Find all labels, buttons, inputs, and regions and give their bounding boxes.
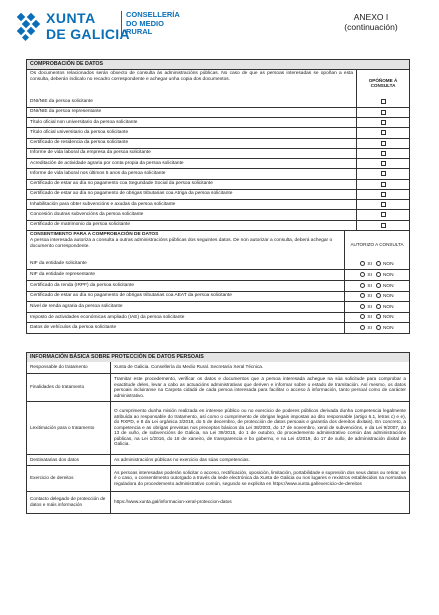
- privacy-row-label: Destinatarias dos datos: [27, 455, 111, 465]
- yes-label: SI: [367, 325, 372, 331]
- yes-label: SI: [367, 261, 372, 267]
- privacy-table: [26, 352, 410, 514]
- consent-row: [27, 269, 409, 280]
- oppose-checkbox[interactable]: [381, 151, 386, 156]
- no-option[interactable]: [376, 325, 394, 331]
- no-label: NON: [382, 261, 394, 267]
- consent-intro: [27, 231, 344, 259]
- check-row: [27, 220, 409, 230]
- oppose-checkbox[interactable]: [381, 130, 386, 135]
- yes-option[interactable]: [360, 272, 372, 278]
- privacy-row-label: Contacto delegado de protección de datos e máis información: [27, 492, 111, 513]
- consent-options: [344, 281, 409, 291]
- check-row-label: Informe de vida laboral nos últimos 5 anos da persoa solicitante: [30, 170, 166, 176]
- check-row: [27, 168, 409, 178]
- privacy-row: [27, 465, 409, 491]
- no-option[interactable]: [376, 283, 394, 289]
- oppose-cell: [356, 118, 409, 127]
- check-row: [27, 107, 409, 117]
- check-row-label: Inhabilitación para obter subvencións e axudas da persoa solicitante: [30, 201, 176, 207]
- oppose-cell: [356, 139, 409, 148]
- authorize-column-header: AUTORIZO A CONSULTA: [344, 231, 409, 259]
- dept-line-3: RURAL: [126, 27, 153, 36]
- check-row-label: Título oficial universitario da persoa solicitante: [30, 129, 129, 135]
- consent-row: [27, 291, 409, 302]
- oppose-cell: [356, 190, 409, 199]
- consent-row: [27, 322, 409, 333]
- privacy-header-row: [27, 353, 409, 362]
- oppose-checkbox[interactable]: [381, 182, 386, 187]
- check-row: [27, 138, 409, 148]
- consent-options: [344, 292, 409, 302]
- consent-row-label: NIF da entidade solicitante: [30, 261, 87, 267]
- check-row-label: Título oficial non universitario da persoa solicitante: [30, 119, 138, 125]
- check-row: [27, 97, 409, 107]
- oppose-cell: [356, 108, 409, 117]
- section-header-row: [27, 60, 409, 69]
- no-option[interactable]: [376, 314, 394, 320]
- radio-pair: [360, 272, 393, 278]
- page-header: [16, 8, 426, 50]
- check-row-label: Informe de vida laboral da empresa da persoa solicitante: [30, 150, 151, 156]
- consent-text: A persoa interesada autoriza a consulta a outras administracións públicas dos seguintes datos. De non autorizar a consulta, deberá achegar o documento correspondente.: [30, 237, 333, 249]
- yes-radio[interactable]: [360, 314, 365, 319]
- radio-pair: [360, 304, 393, 310]
- no-label: NON: [382, 315, 394, 321]
- dept-line-1: CONSELLERÍA: [126, 10, 180, 19]
- privacy-row-text: O cumprimento dunha misión realizada en interese público ou no exercicio de poderes públicos derivada dunha competencia legalmente atribuída ao responsable do tratamento, así como o cumprimento de obrigas legais impostas ao dito responsable (artigo 6.1, letras c) e e), do RXPD, e 8 da Lei orgánica 3/2018, do 5 de decembro, de protección de datos persoais e garantía dos dereitos dixitais). En concreto, a competencia e as obrigas previstas nos preceptos básicos da Lei 38/2003, do 17 de novembro, xeral de subvencións, e da Lei 9/2007, do 13 de xuño, de subvencións de Galicia, na Lei 39/2015, do 1 de outubro, do procedemento administrativo común das administracións públicas, na Lei 1/2016, do 18 de xaneiro, de transparencia e bo goberno, e na Lei 4/2019, do 17 de xullo, de administración dixital de Galicia.: [114, 408, 406, 447]
- yes-radio[interactable]: [360, 325, 365, 330]
- yes-option[interactable]: [360, 325, 372, 331]
- privacy-row-text: https://www.xunta.gal/informacion-xeral-proteccion-datos: [114, 499, 232, 505]
- consent-row-label: Imposto de actividades económicas ampliado (IAE) da persoa solicitante: [30, 314, 185, 320]
- logo-text-galicia: DE GALICIA: [46, 26, 130, 42]
- consent-row: [27, 259, 409, 270]
- yes-option[interactable]: [360, 304, 372, 310]
- oppose-cell: [356, 200, 409, 209]
- oppose-checkbox[interactable]: [381, 212, 386, 217]
- check-row: [27, 158, 409, 168]
- oppose-checkbox[interactable]: [381, 202, 386, 207]
- data-check-table: [26, 59, 410, 334]
- radio-pair: [360, 283, 393, 289]
- privacy-row-text: As persoas interesadas poderán solicitar o acceso, rectificación, oposición, limitación, portabilidade e supresión dos seus datos ou retirar, se é o caso, o consentimento outorgado a través da sede electrónica da Xunta de Galicia ou nos lugares e rexistros establecidos na normativa reguladora do procedemento administrativo común, segundo se explicita en https://www.xunta.gal/exercicio-de-dereitos: [114, 469, 406, 486]
- intro-text: Os documentos relacionados serán obxecto de consulta ás administracións públicas. No caso de que as persoas interesadas se opoñan a esta consulta, deberán indicalo no recadro correspondente e achegar unha copia dos documentos.: [30, 70, 353, 82]
- privacy-row-label: Responsable do tratamento: [27, 362, 111, 373]
- oppose-checkbox[interactable]: [381, 120, 386, 125]
- annex-subtitle-line: (continuación): [344, 22, 398, 32]
- radio-pair: [360, 261, 393, 267]
- check-row: [27, 148, 409, 158]
- oppose-cell: [356, 159, 409, 168]
- oppose-checkbox[interactable]: [381, 223, 386, 228]
- oppose-checkbox[interactable]: [381, 161, 386, 166]
- oppose-checkbox[interactable]: [381, 171, 386, 176]
- check-row: [27, 117, 409, 127]
- privacy-row: [27, 401, 409, 454]
- yes-label: SI: [367, 315, 372, 321]
- yes-radio[interactable]: [360, 304, 365, 309]
- privacy-row-label: Exercicio de dereitos: [27, 466, 111, 491]
- oppose-cell: [356, 149, 409, 158]
- section-title: COMPROBACIÓN DE DATOS: [27, 60, 409, 69]
- consent-header-row: [27, 230, 409, 259]
- no-radio[interactable]: [376, 325, 381, 330]
- no-option[interactable]: [376, 304, 394, 310]
- consent-row-label: Datos de vehículos da persoa solicitante: [30, 325, 117, 331]
- consent-row-label: Certificado de estar ao día no pagamento de obrigas tributarias coa AEAT da persoa solicitante: [30, 293, 232, 299]
- no-label: NON: [382, 325, 394, 331]
- yes-label: SI: [367, 283, 372, 289]
- no-option[interactable]: [376, 272, 394, 278]
- check-row-label: Certificado de estar ao día no pagamento de obrigas tributarias coa Atriga da persoa solicitante: [30, 191, 233, 197]
- yes-option[interactable]: [360, 261, 372, 267]
- consent-options: [344, 259, 409, 270]
- privacy-row-label: Lexitimación para o tratamento: [27, 402, 111, 454]
- no-label: NON: [382, 293, 394, 299]
- check-row: [27, 209, 409, 219]
- radio-pair: [360, 325, 393, 331]
- oppose-checkbox[interactable]: [381, 110, 386, 115]
- check-row-label: Acreditación de actividade agraria por conta propia da persoa solicitante: [30, 160, 184, 166]
- privacy-section-title: INFORMACIÓN BÁSICA SOBRE PROTECCIÓN DE DATOS PERSOAIS: [27, 353, 409, 362]
- no-radio[interactable]: [376, 304, 381, 309]
- yes-radio[interactable]: [360, 293, 365, 298]
- no-radio[interactable]: [376, 261, 381, 266]
- intro-row: [27, 69, 409, 97]
- oppose-checkbox[interactable]: [381, 141, 386, 146]
- consent-row: [27, 312, 409, 323]
- radio-pair: [360, 314, 393, 320]
- consent-options: [344, 313, 409, 323]
- yes-option[interactable]: [360, 293, 372, 299]
- no-label: NON: [382, 272, 394, 278]
- consent-options: [344, 323, 409, 333]
- annex-title-line: ANEXO I: [353, 12, 389, 22]
- consent-row: [27, 301, 409, 312]
- logo-text-xunta: XUNTA: [46, 10, 96, 26]
- consent-row-label: NIF da entidade representante: [30, 272, 96, 278]
- no-label: NON: [382, 304, 394, 310]
- check-row: [27, 199, 409, 209]
- check-row-label: DNI/NIE da persoa solicitante: [30, 98, 93, 104]
- privacy-row-text: Xunta de Galicia. Consellería do Medio Rural. Secretaría Xeral Técnica.: [114, 364, 264, 370]
- check-row: [27, 189, 409, 199]
- yes-radio[interactable]: [360, 283, 365, 288]
- oppose-cell: [356, 169, 409, 178]
- privacy-row: [27, 373, 409, 401]
- no-radio[interactable]: [376, 272, 381, 277]
- privacy-row-text: Tramitar este procedemento, verificar os datos e documentos que a persoa interesada achegue na súa solicitude para comprobar a exactitude deles, levar a cabo as actuacións administrativas que deriven e informar sobre o estado de tramitación. Así mesmo, os datos persoais incluiranse na Carpeta cidadá de cada persoa interesada para facilitar o acceso á información, tanto persoal como de carácter administrativo.: [114, 376, 406, 398]
- no-label: NON: [382, 283, 394, 289]
- consent-options: [344, 302, 409, 312]
- yes-label: SI: [367, 293, 372, 299]
- oppose-checkbox[interactable]: [381, 99, 386, 104]
- no-option[interactable]: [376, 261, 394, 267]
- oppose-cell: [356, 128, 409, 137]
- no-radio[interactable]: [376, 283, 381, 288]
- consent-title: CONSENTIMENTO PARA A COMPROBACIÓN DE DATOS: [30, 231, 159, 237]
- privacy-row-label: Finalidades do tratamento: [27, 374, 111, 401]
- check-row: [27, 179, 409, 189]
- privacy-row: [27, 454, 409, 465]
- check-row-label: Certificado de matrimonio da persoa solicitante: [30, 222, 130, 228]
- yes-radio[interactable]: [360, 261, 365, 266]
- yes-radio[interactable]: [360, 272, 365, 277]
- oppose-cell: [356, 221, 409, 230]
- no-radio[interactable]: [376, 293, 381, 298]
- consent-row: [27, 280, 409, 291]
- no-option[interactable]: [376, 293, 394, 299]
- oppose-cell: [356, 180, 409, 189]
- check-row-label: DNI/NIE da persoa representante: [30, 109, 102, 115]
- dept-line-2: DO MEDIO: [126, 18, 164, 28]
- oppose-cell: [356, 97, 409, 107]
- consent-row-label: Nivel de renda agraria da persoa solicitante: [30, 303, 123, 309]
- privacy-row: [27, 491, 409, 513]
- xunta-emblem-icon: [16, 12, 42, 42]
- privacy-row-text: As administracións públicas no exercicio das súas competencias.: [114, 456, 250, 462]
- check-row-label: Certificado de estar ao día no pagamento coa Seguridade Social da persoa solicitante: [30, 181, 213, 187]
- consent-row-label: Certificado da renda (IRPF) da persoa solicitante: [30, 282, 134, 288]
- radio-pair: [360, 293, 393, 299]
- department-name: [121, 11, 180, 37]
- yes-label: SI: [367, 272, 372, 278]
- yes-label: SI: [367, 304, 372, 310]
- privacy-row: [27, 362, 409, 373]
- consent-options: [344, 270, 409, 280]
- yes-option[interactable]: [360, 283, 372, 289]
- check-row-label: Certificado de residencia da persoa solicitante: [30, 140, 129, 146]
- check-row-label: Concesión doutras subvencións da persoa solicitante: [30, 211, 144, 217]
- oppose-cell: [356, 210, 409, 219]
- oppose-column-header: OPÓÑOME Á CONSULTA: [356, 70, 409, 97]
- yes-option[interactable]: [360, 314, 372, 320]
- no-radio[interactable]: [376, 314, 381, 319]
- oppose-checkbox[interactable]: [381, 192, 386, 197]
- annex-title: [316, 12, 426, 32]
- check-row: [27, 127, 409, 137]
